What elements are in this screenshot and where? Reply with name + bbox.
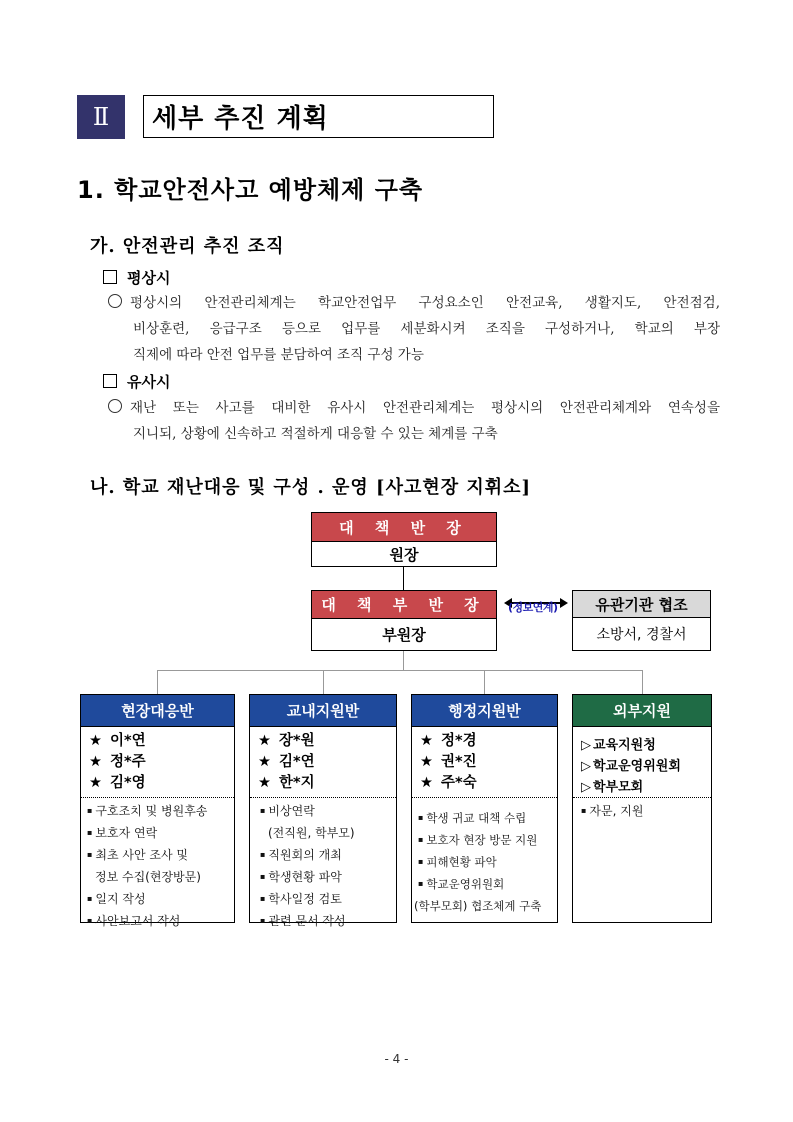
triangle-bullet-icon: ▷ — [581, 738, 591, 753]
team-box-field-response — [80, 694, 235, 928]
checkbox-square-icon — [103, 270, 117, 284]
team-title: 외부지원 — [573, 695, 711, 727]
subsection-a-title: 가. 안전관리 추진 조직 — [90, 236, 285, 257]
task-item: ▪ 직원회의 개최 — [260, 844, 396, 866]
star-icon: ★ — [258, 775, 271, 791]
team-title: 현장대응반 — [81, 695, 234, 727]
team-box-campus-support — [249, 694, 397, 928]
task-item: ▪ 일지 작성 — [87, 888, 234, 910]
member-name: 권*진 — [441, 754, 477, 770]
chapter-number-badge: Ⅱ — [77, 95, 125, 139]
star-icon: ★ — [89, 775, 102, 791]
team-tasks — [81, 798, 234, 932]
connector-line — [484, 670, 485, 694]
star-icon: ★ — [258, 754, 271, 770]
org-head-box — [311, 512, 497, 567]
task-item: ▪ 구호조치 및 병원후송 — [87, 800, 234, 822]
checkbox-square-icon — [103, 374, 117, 388]
team-box-external-support — [572, 694, 712, 923]
team-members — [81, 727, 234, 798]
team-title: 행정지원반 — [412, 695, 557, 727]
block-heading-label: 평상시 — [127, 269, 171, 287]
task-item-continued: (학부모회) 협조체계 구축 — [414, 899, 542, 913]
task-item: ▪ 학사일정 검토 — [260, 888, 396, 910]
circle-bullet-icon — [108, 294, 122, 308]
team-member — [258, 731, 396, 752]
block-heading-emergency — [103, 371, 170, 392]
paragraph-emergency — [108, 395, 720, 447]
task-item: ▪ 자문, 지원 — [581, 800, 711, 822]
team-member — [258, 752, 396, 773]
block-heading-normal — [103, 267, 170, 288]
triangle-bullet-icon: ▷ — [581, 780, 591, 795]
team-member — [258, 773, 396, 794]
paragraph-line — [108, 290, 720, 316]
org-deputy-role: 대 책 부 반 장 — [312, 591, 496, 619]
member-name: 김*연 — [279, 754, 315, 770]
star-icon: ★ — [89, 754, 102, 770]
partner-box — [572, 590, 711, 651]
task-item: ▪ 사안보고서 작성 — [87, 910, 234, 932]
external-partner — [581, 777, 711, 798]
team-member — [89, 752, 234, 773]
task-item: ▪ 보호자 현장 방문 지원 — [418, 829, 557, 851]
org-head-role: 대 책 반 장 — [312, 513, 496, 542]
star-icon: ★ — [420, 733, 433, 749]
member-name: 한*지 — [279, 775, 315, 791]
member-name: 정*경 — [441, 733, 477, 749]
line-text: 평상시의 안전관리체계는 학교안전업무 구성요소인 안전교육, 생활지도, 안전점검, — [130, 295, 720, 311]
org-head-name: 원장 — [389, 545, 419, 564]
connector-line — [323, 670, 324, 694]
team-member — [420, 752, 557, 773]
triangle-bullet-icon: ▷ — [581, 759, 591, 774]
star-icon: ★ — [258, 733, 271, 749]
member-name: 이*연 — [110, 733, 146, 749]
task-item-continued: 정보 수집(현장방문) — [95, 870, 201, 884]
paragraph-line — [108, 395, 720, 421]
team-tasks — [250, 798, 396, 932]
partner-members: 소방서, 경찰서 — [596, 627, 687, 643]
partner-name: 학부모회 — [593, 780, 644, 795]
info-link-label: (정보연계) — [508, 601, 558, 614]
paragraph-line: 직제에 따라 안전 업무를 분담하여 조직 구성 가능 — [133, 347, 424, 363]
org-deputy-box — [311, 590, 497, 651]
star-icon: ★ — [420, 775, 433, 791]
task-item: ▪ 보호자 연락 — [87, 822, 234, 844]
team-member — [89, 773, 234, 794]
team-member — [420, 773, 557, 794]
task-item: ▪ 최초 사안 조사 및 — [87, 844, 234, 866]
paragraph-normal — [108, 290, 720, 368]
subsection-b-title: 나. 학교 재난대응 및 구성 . 운영 [사고현장 지휘소] — [90, 477, 532, 498]
external-partner — [581, 735, 711, 756]
connector-line — [157, 670, 643, 671]
block-heading-label: 유사시 — [127, 373, 171, 391]
partner-title: 유관기관 협조 — [573, 591, 710, 618]
task-item: ▪ 학생 귀교 대책 수립 — [418, 807, 557, 829]
team-member — [89, 731, 234, 752]
team-member — [420, 731, 557, 752]
page-number: - 4 - — [384, 1052, 409, 1066]
team-members — [573, 727, 711, 798]
connector-line — [403, 567, 404, 590]
task-item: ▪ 학생현황 파악 — [260, 866, 396, 888]
team-members — [412, 727, 557, 798]
section-title: 1. 학교안전사고 예방체제 구축 — [77, 176, 424, 204]
paragraph-line: 비상훈련, 응급구조 등으로 업무를 세분화시켜 조직을 구성하거나, 학교의 부장 — [133, 321, 720, 337]
external-partner — [581, 756, 711, 777]
task-item: ▪ 비상연락 — [260, 800, 396, 822]
team-tasks — [412, 798, 557, 917]
team-title: 교내지원반 — [250, 695, 396, 727]
member-name: 주*숙 — [441, 775, 477, 791]
task-item: ▪ 학교운영위원회 — [418, 873, 557, 895]
line-text: 재난 또는 사고를 대비한 유사시 안전관리체계는 평상시의 안전관리체계와 연속성을 — [130, 400, 720, 416]
connector-line — [642, 670, 643, 694]
partner-name: 교육지원청 — [593, 738, 656, 753]
chapter-title: 세부 추진 계획 — [143, 95, 494, 138]
team-tasks — [573, 798, 711, 822]
member-name: 정*주 — [110, 754, 146, 770]
star-icon: ★ — [89, 733, 102, 749]
star-icon: ★ — [420, 754, 433, 770]
member-name: 김*영 — [110, 775, 146, 791]
team-box-admin-support — [411, 694, 558, 923]
partner-name: 학교운영위원회 — [593, 759, 681, 774]
connector-line — [157, 670, 158, 694]
member-name: 장*원 — [279, 733, 315, 749]
connector-line — [403, 651, 404, 670]
team-members — [250, 727, 396, 798]
task-item: ▪ 관련 문서 작성 — [260, 910, 396, 932]
task-item-continued: (전직원, 학부모) — [268, 826, 355, 840]
circle-bullet-icon — [108, 399, 122, 413]
paragraph-line: 지니되, 상황에 신속하고 적절하게 대응할 수 있는 체계를 구축 — [133, 426, 498, 442]
task-item: ▪ 피해현황 파악 — [418, 851, 557, 873]
org-deputy-name: 부원장 — [382, 626, 426, 644]
